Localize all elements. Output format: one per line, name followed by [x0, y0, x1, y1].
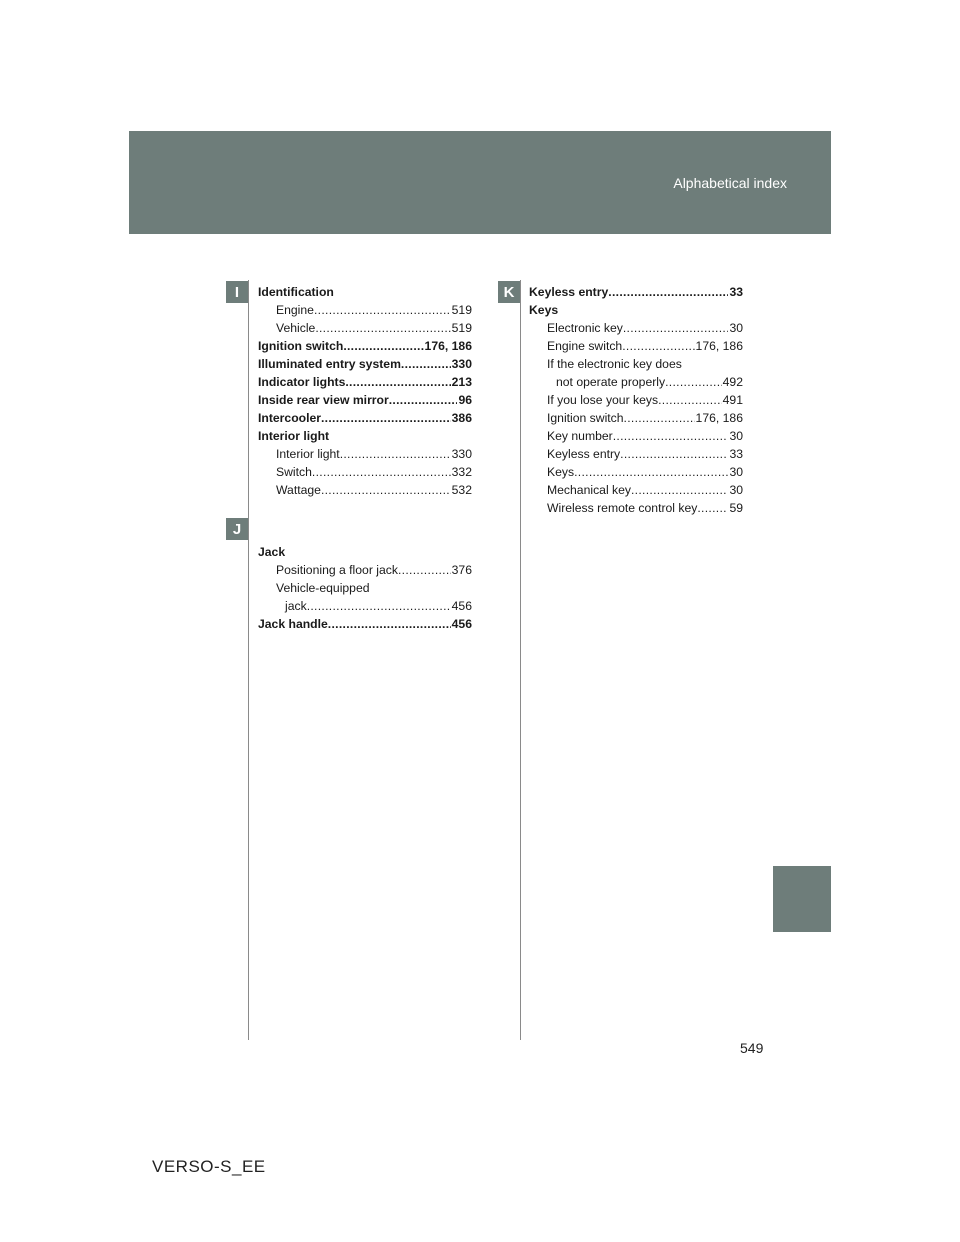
section-title: Alphabetical index: [673, 175, 787, 191]
page-ref: 492: [722, 375, 743, 389]
model-code: VERSO-S_EE: [152, 1157, 266, 1176]
page-number: 549: [740, 1040, 764, 1056]
header-band: [129, 131, 831, 234]
index-entry: Jack: [258, 545, 286, 559]
leader-dots: [307, 597, 451, 615]
leader-dots: [312, 463, 451, 481]
index-column-left: [258, 283, 472, 633]
index-entry: Inside rear view mirror ..... 96: [258, 391, 472, 409]
index-column-right: [529, 283, 743, 517]
leader-dots: [389, 391, 458, 409]
index-entry: If the electronic key does: [547, 357, 682, 371]
leader-dots: [315, 319, 450, 337]
index-entry: Mechanical key ..... 30: [529, 481, 743, 499]
leader-dots: [321, 409, 451, 427]
chapter-tab: [773, 866, 831, 932]
index-entry: Engine ..... 519: [258, 301, 472, 319]
page-ref: 519: [451, 303, 472, 317]
leader-dots: [665, 373, 722, 391]
index-entry: Ignition switch ..... 176, 186: [529, 409, 743, 427]
page-ref: 30: [729, 465, 743, 479]
page-ref: 30: [729, 321, 743, 335]
index-entry: Key number ..... 30: [529, 427, 743, 445]
page-ref: 332: [451, 465, 472, 479]
page-ref: 456: [451, 617, 472, 631]
index-entry: Wattage ..... 532: [258, 481, 472, 499]
leader-dots: [631, 481, 728, 499]
page-ref: 59: [729, 501, 743, 515]
leader-dots: [622, 337, 694, 355]
index-entry: Interior light: [258, 429, 330, 443]
page-ref: 532: [451, 483, 472, 497]
letter-tab-k: K: [498, 281, 520, 303]
page-ref: 213: [451, 375, 472, 389]
leader-dots: [608, 283, 728, 301]
index-entry: not operate properly ..... 492: [529, 373, 743, 391]
index-entry: Keys ..... 30: [529, 463, 743, 481]
letter-tab-j: J: [226, 518, 248, 540]
index-entry: Wireless remote control key ..... 59: [529, 499, 743, 517]
page-ref: 456: [451, 599, 472, 613]
column-divider-left: [248, 280, 249, 1040]
leader-dots: [658, 391, 722, 409]
page-ref: 176, 186: [695, 339, 743, 353]
page-ref: 330: [451, 447, 472, 461]
page-ref: 519: [451, 321, 472, 335]
leader-dots: [321, 481, 451, 499]
leader-dots: [340, 445, 451, 463]
page-ref: 376: [451, 563, 472, 577]
index-entry: Keys: [529, 303, 559, 317]
index-entry: Positioning a floor jack ..... 376: [258, 561, 472, 579]
index-entry: Electronic key ..... 30: [529, 319, 743, 337]
leader-dots: [620, 445, 728, 463]
leader-dots: [697, 499, 728, 517]
index-entry: Keyless entry ..... 33: [529, 445, 743, 463]
index-entry: Intercooler ..... 386: [258, 409, 472, 427]
index-entry: Switch ..... 332: [258, 463, 472, 481]
leader-dots: [623, 319, 729, 337]
leader-dots: [345, 373, 450, 391]
page-ref: 491: [722, 393, 743, 407]
index-entry: jack ..... 456: [258, 597, 472, 615]
index-entry: Vehicle ..... 519: [258, 319, 472, 337]
page-ref: 30: [729, 483, 743, 497]
leader-dots: [314, 301, 451, 319]
index-entry: Keyless entry ..... 33: [529, 283, 743, 301]
leader-dots: [574, 463, 728, 481]
leader-dots: [343, 337, 423, 355]
index-entry: Illuminated entry system ..... 330: [258, 355, 472, 373]
index-entry: Jack handle ..... 456: [258, 615, 472, 633]
page-ref: 30: [729, 429, 743, 443]
index-entry: Ignition switch ..... 176, 186: [258, 337, 472, 355]
leader-dots: [328, 615, 451, 633]
index-entry: Interior light ..... 330: [258, 445, 472, 463]
leader-dots: [401, 355, 451, 373]
leader-dots: [624, 409, 695, 427]
page-ref: 176, 186: [424, 339, 472, 353]
page-ref: 96: [458, 393, 472, 407]
page-ref: 386: [451, 411, 472, 425]
index-entry: Vehicle-equipped: [276, 581, 370, 595]
leader-dots: [398, 561, 451, 579]
page-ref: 176, 186: [695, 411, 743, 425]
letter-tab-i: I: [226, 281, 248, 303]
page-ref: 33: [729, 447, 743, 461]
index-entry: Engine switch ..... 176, 186: [529, 337, 743, 355]
leader-dots: [613, 427, 729, 445]
index-entry: Indicator lights ..... 213: [258, 373, 472, 391]
page-ref: 33: [729, 285, 743, 299]
index-entry: Identification: [258, 285, 334, 299]
index-entry: If you lose your keys ..... 491: [529, 391, 743, 409]
column-divider-right: [520, 280, 521, 1040]
page-ref: 330: [451, 357, 472, 371]
